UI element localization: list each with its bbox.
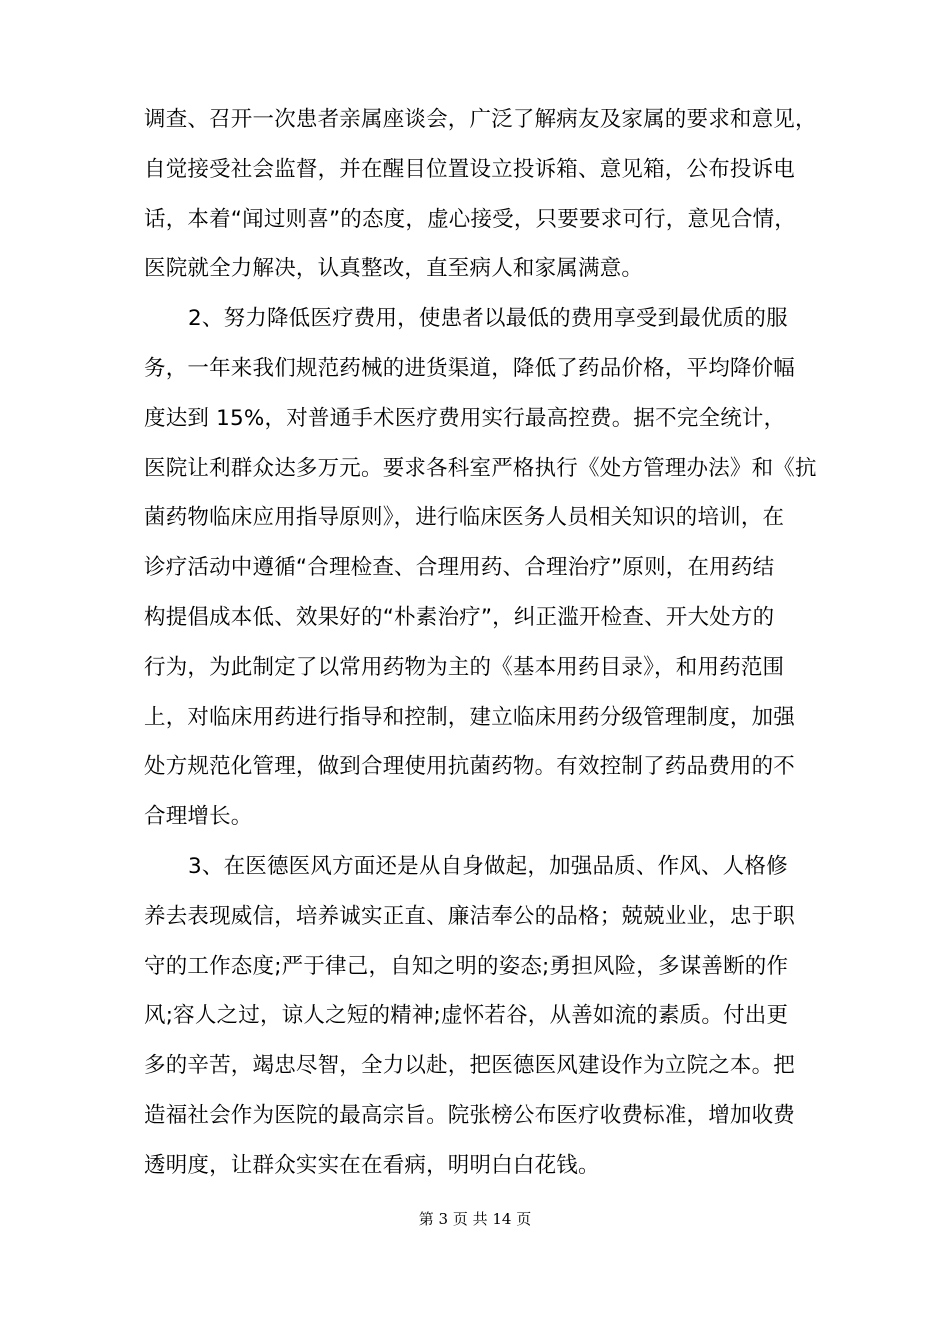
text-line: 造福社会作为医院的最高宗旨。院张榜公布医疗收费标准，增加收费 [144,1102,796,1128]
page-number-footer: 第 3 页 共 14 页 [418,1210,532,1228]
text-line: 上，对临床用药进行指导和控制，建立临床用药分级管理制度，加强 [144,704,796,730]
text-line: 处方规范化管理，做到合理使用抗菌药物。有效控制了药品费用的不 [144,754,796,780]
text-line: 构提倡成本低、效果好的“朴素治疗”，纠正滥开检查、开大处方的 [144,604,775,630]
paragraph-2 [144,294,824,842]
text-line: 度达到 15%，对普通手术医疗费用实行最高控费。据不完全统计， [144,405,786,431]
text-line: 2、努力降低医疗费用，使患者以最低的费用享受到最优质的服 [188,306,788,332]
text-line: 合理增长。 [144,804,253,830]
text-line: 3、在医德医风方面还是从自身做起，加强品质、作风、人格修 [188,853,788,879]
text-line: 守的工作态度;严于律己，自知之明的姿态;勇担风险，多谋善断的作 [144,953,789,979]
text-line: 菌药物临床应用指导原则》，进行临床医务人员相关知识的培训，在 [144,505,785,531]
text-line: 话，本着“闻过则喜”的态度，虚心接受，只要要求可行，意见合情， [144,206,796,232]
text-line: 风;容人之过，谅人之短的精神;虚怀若谷，从善如流的素质。付出更 [144,1003,789,1029]
text-line: 诊疗活动中遵循“合理检查、合理用药、合理治疗”原则，在用药结 [144,555,775,581]
text-line: 自觉接受社会监督，并在醒目位置设立投诉箱、意见箱，公布投诉电 [144,156,796,182]
text-line: 医院让利群众达多万元。要求各科室严格执行《处方管理办法》和《抗 [144,455,817,481]
text-line: 多的辛苦，竭忠尽智，全力以赴，把医德医风建设作为立院之本。把 [144,1053,796,1079]
text-line: 医院就全力解决，认真整改，直至病人和家属满意。 [144,256,644,282]
text-line: 调查、召开一次患者亲属座谈会，广泛了解病友及家属的要求和意见， [144,107,817,132]
text-line: 透明度，让群众实实在在看病，明明白白花钱。 [144,1152,600,1178]
text-line: 行为，为此制定了以常用药物为主的《基本用药目录》，和用药范围 [144,654,785,680]
document-body [144,95,824,1191]
paragraph-3 [144,842,824,1191]
paragraph-1 [144,95,824,294]
text-line: 养去表现威信，培养诚实正直、廉洁奉公的品格；兢兢业业，忠于职 [144,903,796,929]
text-line: 务，一年来我们规范药械的进货渠道，降低了药品价格，平均降价幅 [144,355,796,381]
